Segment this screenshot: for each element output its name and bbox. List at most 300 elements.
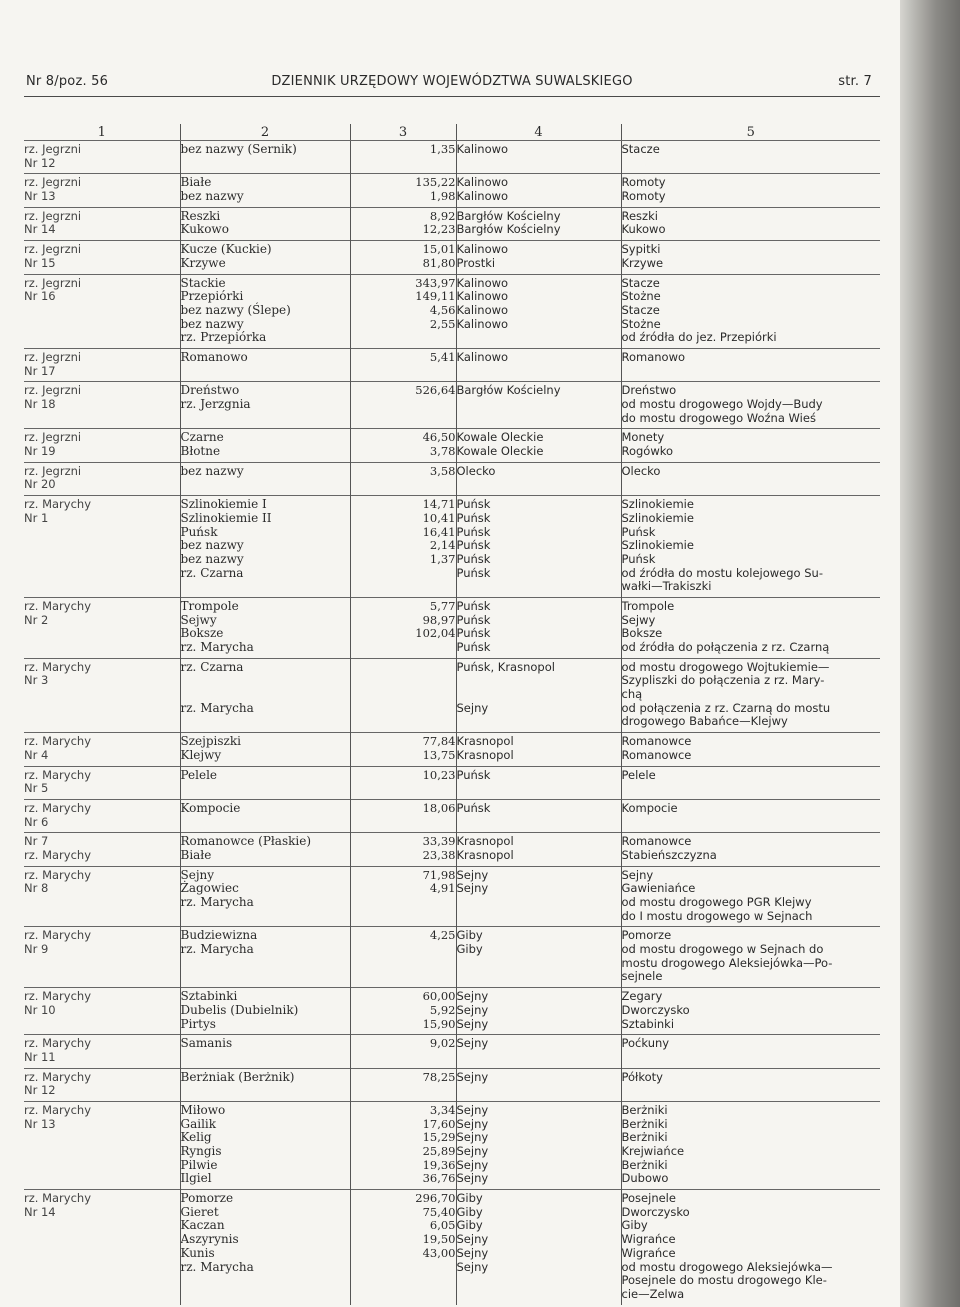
locality-line: Romanowce bbox=[621, 834, 692, 849]
page-header bbox=[26, 74, 878, 94]
locality-cell bbox=[621, 733, 880, 766]
area-value: 60,00 bbox=[422, 989, 456, 1004]
area-cell bbox=[350, 833, 456, 866]
locality-line: Dworczysko bbox=[621, 1002, 690, 1017]
locality-line: od źródła do mostu kolejowego Su- bbox=[621, 565, 823, 580]
locality-cell bbox=[621, 174, 880, 207]
municipality-name: Kalinowo bbox=[456, 189, 509, 204]
municipality-cell bbox=[456, 462, 621, 495]
municipality-name: Puńsk, Krasnopol bbox=[456, 659, 555, 674]
table-row bbox=[24, 658, 880, 732]
basin-line: Nr 19 bbox=[24, 444, 56, 459]
lake-name-cell bbox=[180, 207, 350, 240]
basin-line: Nr 4 bbox=[24, 747, 49, 762]
river-basin-cell bbox=[24, 274, 180, 348]
lake-name-cell bbox=[180, 927, 350, 988]
locality-line: Reszki bbox=[621, 208, 658, 223]
lake-name: Gailik bbox=[180, 1116, 217, 1131]
lake-name-cell bbox=[180, 429, 350, 462]
locality-line: Romanowo bbox=[621, 349, 686, 364]
basin-line: Nr 17 bbox=[24, 363, 56, 378]
basin-line: rz. Jegrzni bbox=[24, 275, 82, 290]
locality-line: Posejnele bbox=[621, 1191, 676, 1206]
basin-line: Nr 7 bbox=[24, 834, 49, 849]
table-row bbox=[24, 207, 880, 240]
area-value: 18,06 bbox=[422, 800, 456, 815]
locality-line: sejnele bbox=[621, 969, 663, 984]
table-row bbox=[24, 274, 880, 348]
area-cell bbox=[350, 174, 456, 207]
river-basin-cell bbox=[24, 733, 180, 766]
municipality-name: Kalinowo bbox=[456, 275, 509, 290]
lake-name: Romanowo bbox=[180, 349, 248, 364]
area-value: 6,05 bbox=[429, 1218, 456, 1233]
area-cell bbox=[350, 429, 456, 462]
locality-line: Pelele bbox=[621, 767, 656, 782]
locality-cell bbox=[621, 496, 880, 598]
lake-name: rz. Marycha bbox=[180, 895, 254, 909]
lake-name: Dubelis (Dubielnik) bbox=[180, 1002, 299, 1017]
locality-line: Kompocie bbox=[621, 800, 678, 815]
table-row bbox=[24, 348, 880, 381]
basin-line: Nr 3 bbox=[24, 673, 49, 688]
municipality-name: Puńsk bbox=[456, 612, 491, 627]
lake-name: rz. Czarna bbox=[180, 565, 244, 580]
river-basin-cell bbox=[24, 1101, 180, 1189]
locality-line: Monety bbox=[621, 430, 665, 445]
area-value: 17,60 bbox=[422, 1116, 456, 1131]
area-cell bbox=[350, 733, 456, 766]
locality-line: Puńsk bbox=[621, 524, 656, 539]
basin-line: Nr 11 bbox=[24, 1049, 56, 1064]
municipality-cell bbox=[456, 927, 621, 988]
basin-line: Nr 14 bbox=[24, 222, 56, 237]
basin-line: rz. Marychy bbox=[24, 734, 91, 749]
lake-name-cell bbox=[180, 496, 350, 598]
municipality-name: Sejny bbox=[456, 1245, 489, 1260]
table-row bbox=[24, 1068, 880, 1101]
area-value: 15,01 bbox=[422, 242, 456, 257]
area-value: 4,56 bbox=[429, 302, 456, 317]
river-basin-cell bbox=[24, 496, 180, 598]
locality-line: Poćkuny bbox=[621, 1036, 670, 1051]
lake-name-cell bbox=[180, 597, 350, 658]
area-cell bbox=[350, 799, 456, 832]
municipality-name: Sejny bbox=[456, 1171, 489, 1186]
area-value: 1,35 bbox=[429, 142, 456, 156]
municipality-name: Kalinowo bbox=[456, 302, 509, 317]
municipality-name: Puńsk bbox=[456, 626, 491, 641]
lake-name: rz. Marycha bbox=[180, 640, 254, 654]
municipality-name bbox=[457, 674, 621, 688]
municipality-cell bbox=[456, 207, 621, 240]
lake-name: Białe bbox=[180, 847, 212, 862]
lake-name: Dreństwo bbox=[180, 383, 240, 398]
locality-cell bbox=[621, 927, 880, 988]
page-number: str. 7 bbox=[838, 74, 872, 89]
municipality-name: Giby bbox=[456, 928, 483, 943]
municipality-cell bbox=[456, 1101, 621, 1189]
column-header: 1 bbox=[24, 124, 180, 141]
lake-name: Samanis bbox=[180, 1036, 233, 1051]
area-value: 10,41 bbox=[422, 510, 456, 525]
area-cell bbox=[350, 597, 456, 658]
river-basin-cell bbox=[24, 766, 180, 799]
lake-name: Szlinokiemie II bbox=[180, 510, 272, 525]
municipality-cell bbox=[456, 658, 621, 732]
municipality-cell bbox=[456, 382, 621, 429]
area-value: 8,92 bbox=[429, 208, 456, 223]
area-cell bbox=[350, 927, 456, 988]
lake-name-cell bbox=[180, 1068, 350, 1101]
lake-name-cell bbox=[180, 1035, 350, 1068]
lake-name: Żagowiec bbox=[180, 881, 239, 896]
area-value: 16,41 bbox=[422, 524, 456, 539]
lake-name: bez nazwy (Sernik) bbox=[180, 142, 297, 156]
basin-line: rz. Jegrzni bbox=[24, 208, 82, 223]
locality-line: Dreństwo bbox=[621, 383, 677, 398]
basin-line: rz. Jegrzni bbox=[24, 175, 82, 190]
locality-cell bbox=[621, 866, 880, 927]
area-value: 15,29 bbox=[422, 1130, 456, 1145]
lake-name: rz. Marycha bbox=[180, 700, 254, 715]
lake-name: Krzywe bbox=[180, 255, 226, 270]
locality-line: Dubowo bbox=[621, 1171, 669, 1186]
locality-line: od źródła do jez. Przepiórki bbox=[621, 330, 777, 345]
area-cell bbox=[350, 1035, 456, 1068]
river-basin-cell bbox=[24, 1035, 180, 1068]
locality-line: cie—Zelwa bbox=[621, 1286, 685, 1301]
lake-name: Ryngis bbox=[180, 1144, 222, 1158]
municipality-name: Sejny bbox=[456, 1259, 489, 1274]
municipality-name: Kalinowo bbox=[456, 175, 509, 190]
journal-title: DZIENNIK URZĘDOWY WOJEWÓDZTWA SUWALSKIEGO bbox=[271, 74, 633, 89]
basin-line: Nr 12 bbox=[24, 155, 56, 170]
area-value: 5,77 bbox=[429, 598, 456, 613]
locality-line: Sztabinki bbox=[621, 1016, 675, 1031]
municipality-name: Sejny bbox=[456, 1144, 489, 1158]
area-value: 4,25 bbox=[429, 928, 456, 943]
basin-line: rz. Marychy bbox=[24, 989, 91, 1004]
municipality-name: Sejny bbox=[456, 867, 489, 882]
area-value: 135,22 bbox=[415, 175, 456, 190]
lake-name: Szlinokiemie I bbox=[180, 497, 267, 512]
municipality-name: Giby bbox=[456, 1218, 483, 1233]
lake-name: Sztabinki bbox=[180, 989, 238, 1004]
locality-line: Romoty bbox=[621, 175, 666, 190]
area-cell bbox=[350, 348, 456, 381]
locality-line: Stożne bbox=[621, 289, 661, 304]
locality-line: Krejwiańce bbox=[621, 1144, 685, 1158]
lake-name: Kukowo bbox=[180, 222, 229, 237]
lake-name: Szejpiszki bbox=[180, 734, 241, 749]
municipality-name: Sejny bbox=[456, 700, 489, 715]
municipality-name: Puńsk bbox=[456, 640, 491, 654]
lake-name: rz. Jerzgnia bbox=[180, 397, 251, 411]
lake-name: Gieret bbox=[180, 1204, 219, 1219]
area-cell bbox=[350, 241, 456, 274]
municipality-name: Giby bbox=[456, 1191, 483, 1206]
locality-line: Sypitki bbox=[621, 242, 661, 257]
locality-line: Szypliszki do połączenia z rz. Mary- bbox=[621, 673, 825, 688]
basin-line: rz. Jegrzni bbox=[24, 383, 82, 398]
locality-cell bbox=[621, 1035, 880, 1068]
municipality-cell bbox=[456, 141, 621, 174]
locality-cell bbox=[621, 766, 880, 799]
locality-cell bbox=[621, 348, 880, 381]
table-row bbox=[24, 462, 880, 495]
table-row bbox=[24, 988, 880, 1035]
area-cell bbox=[350, 207, 456, 240]
table-row bbox=[24, 799, 880, 832]
municipality-name: Sejny bbox=[456, 1232, 489, 1247]
locality-cell bbox=[621, 207, 880, 240]
basin-line: Nr 10 bbox=[24, 1002, 56, 1017]
lake-name: Stackie bbox=[180, 275, 226, 290]
municipality-name: Bargłów Kościelny bbox=[456, 208, 561, 223]
municipality-name: Bargłów Kościelny bbox=[456, 222, 561, 237]
table-row bbox=[24, 382, 880, 429]
locality-line: do I mostu drogowego w Sejnach bbox=[621, 908, 813, 923]
municipality-cell bbox=[456, 348, 621, 381]
lake-name: Pilwie bbox=[180, 1157, 218, 1172]
locality-line: od mostu drogowego w Sejnach do bbox=[621, 942, 824, 957]
municipality-name: Kalinowo bbox=[456, 289, 509, 304]
table-row bbox=[24, 1035, 880, 1068]
area-value: 296,70 bbox=[415, 1191, 456, 1206]
municipality-name bbox=[457, 688, 621, 702]
area-value: 5,92 bbox=[429, 1002, 456, 1017]
area-value: 4,91 bbox=[429, 881, 456, 896]
river-basin-cell bbox=[24, 799, 180, 832]
municipality-name: Puńsk bbox=[456, 497, 491, 512]
basin-line: rz. Jegrzni bbox=[24, 242, 82, 257]
area-cell bbox=[350, 1101, 456, 1189]
area-value: 98,97 bbox=[422, 612, 456, 627]
basin-line: Nr 20 bbox=[24, 477, 56, 492]
river-basin-cell bbox=[24, 429, 180, 462]
locality-cell bbox=[621, 1101, 880, 1189]
municipality-name: Krasnopol bbox=[456, 847, 514, 862]
locality-line: Dworczysko bbox=[621, 1204, 690, 1219]
river-basin-cell bbox=[24, 988, 180, 1035]
lake-name: bez nazwy bbox=[180, 463, 244, 478]
basin-line: Nr 2 bbox=[24, 612, 49, 627]
lake-name: Trompole bbox=[180, 598, 239, 613]
municipality-name: Kowale Oleckie bbox=[456, 430, 544, 445]
area-value: 75,40 bbox=[422, 1204, 456, 1219]
locality-line: Giby bbox=[621, 1218, 648, 1233]
scan-edge-shadow bbox=[900, 0, 960, 1307]
municipality-name: Kalinowo bbox=[456, 142, 509, 156]
locality-line: Puńsk bbox=[621, 551, 656, 566]
municipality-name: Krasnopol bbox=[456, 834, 514, 849]
river-basin-cell bbox=[24, 348, 180, 381]
municipality-cell bbox=[456, 274, 621, 348]
locality-line: Szlinokiemie bbox=[621, 510, 694, 525]
municipality-name: Giby bbox=[456, 1204, 483, 1219]
municipality-name: Puńsk bbox=[456, 800, 491, 815]
table-row bbox=[24, 429, 880, 462]
area-value: 3,78 bbox=[429, 444, 456, 459]
lake-name: Boksze bbox=[180, 626, 224, 641]
basin-line: Nr 1 bbox=[24, 510, 49, 525]
river-basin-cell bbox=[24, 174, 180, 207]
basin-line: rz. Marychy bbox=[24, 767, 91, 782]
table-row bbox=[24, 496, 880, 598]
lake-name-cell bbox=[180, 766, 350, 799]
municipality-name: Olecko bbox=[456, 463, 496, 478]
locality-line: od połączenia z rz. Czarną do mostu bbox=[621, 700, 831, 715]
area-cell bbox=[350, 382, 456, 429]
area-value: 43,00 bbox=[422, 1245, 456, 1260]
locality-line: Pomorze bbox=[621, 928, 672, 943]
municipality-name: Puńsk bbox=[456, 767, 491, 782]
locality-line: wałki—Trakiszki bbox=[621, 579, 712, 594]
river-basin-cell bbox=[24, 658, 180, 732]
municipality-name: Prostki bbox=[456, 255, 496, 270]
basin-line: Nr 18 bbox=[24, 397, 56, 411]
municipality-cell bbox=[456, 833, 621, 866]
area-value: 71,98 bbox=[422, 867, 456, 882]
table-row bbox=[24, 927, 880, 988]
river-basin-cell bbox=[24, 382, 180, 429]
municipality-name: Krasnopol bbox=[456, 747, 514, 762]
area-value: 102,04 bbox=[415, 626, 456, 641]
lake-name: bez nazwy bbox=[180, 316, 244, 331]
lake-name: Sejny bbox=[180, 867, 215, 882]
locality-line: Sejwy bbox=[621, 612, 656, 627]
basin-line: rz. Marychy bbox=[24, 847, 91, 862]
area-value: 343,97 bbox=[415, 275, 456, 290]
municipality-name: Sejny bbox=[456, 1036, 489, 1051]
lake-name: Przepiórki bbox=[180, 289, 244, 304]
lake-name: Pomorze bbox=[180, 1191, 234, 1206]
area-value: 3,58 bbox=[429, 463, 456, 478]
locality-line: Krzywe bbox=[621, 255, 664, 270]
basin-line: Nr 15 bbox=[24, 255, 56, 270]
lake-name-cell bbox=[180, 1190, 350, 1305]
table-header-row bbox=[24, 124, 880, 141]
locality-line: Romanowce bbox=[621, 747, 692, 762]
municipality-name: Kowale Oleckie bbox=[456, 444, 544, 459]
locality-cell bbox=[621, 274, 880, 348]
river-basin-cell bbox=[24, 597, 180, 658]
table-row bbox=[24, 833, 880, 866]
locality-line: Szlinokiemie bbox=[621, 497, 694, 512]
lake-name: Pelele bbox=[180, 767, 218, 782]
lake-name: Berżniak (Berżnik) bbox=[180, 1069, 295, 1084]
locality-line: Berżniki bbox=[621, 1102, 668, 1117]
locality-cell bbox=[621, 988, 880, 1035]
basin-line: Nr 16 bbox=[24, 289, 56, 304]
table-row bbox=[24, 597, 880, 658]
locality-line: Gawieniańce bbox=[621, 881, 696, 896]
locality-cell bbox=[621, 833, 880, 866]
municipality-cell bbox=[456, 241, 621, 274]
lake-name-cell bbox=[180, 274, 350, 348]
river-basin-cell bbox=[24, 833, 180, 866]
lake-name: Reszki bbox=[180, 208, 221, 223]
municipality-name: Sejny bbox=[456, 1016, 489, 1031]
table-row bbox=[24, 241, 880, 274]
locality-line: Półkoty bbox=[621, 1069, 663, 1084]
basin-line: rz. Marychy bbox=[24, 659, 91, 674]
locality-line: od mostu drogowego Wojdy—Budy bbox=[621, 397, 823, 411]
table-row bbox=[24, 766, 880, 799]
lake-name-cell bbox=[180, 174, 350, 207]
basin-line: rz. Marychy bbox=[24, 1069, 91, 1084]
municipality-cell bbox=[456, 1035, 621, 1068]
locality-line: Wigrańce bbox=[621, 1245, 676, 1260]
locality-line: mostu drogowego Aleksiejówka—Po- bbox=[621, 955, 833, 970]
municipality-name: Kalinowo bbox=[456, 242, 509, 257]
area-cell bbox=[350, 988, 456, 1035]
table-row bbox=[24, 1190, 880, 1305]
lake-name bbox=[181, 674, 350, 688]
locality-line: od mostu drogowego Aleksiejówka— bbox=[621, 1259, 833, 1274]
municipality-name: Puńsk bbox=[456, 598, 491, 613]
locality-cell bbox=[621, 1068, 880, 1101]
locality-line: Szlinokiemie bbox=[621, 538, 694, 553]
municipality-name: Giby bbox=[456, 942, 483, 957]
locality-cell bbox=[621, 382, 880, 429]
municipality-cell bbox=[456, 799, 621, 832]
column-header: 2 bbox=[180, 124, 350, 141]
basin-line: rz. Jegrzni bbox=[24, 430, 82, 445]
area-cell bbox=[350, 658, 456, 732]
locality-line: Stacze bbox=[621, 142, 660, 156]
area-value: 25,89 bbox=[422, 1144, 456, 1158]
lake-name-cell bbox=[180, 866, 350, 927]
locality-line: Olecko bbox=[621, 463, 661, 478]
river-basin-cell bbox=[24, 462, 180, 495]
lake-name-cell bbox=[180, 382, 350, 429]
locality-line: Berżniki bbox=[621, 1116, 668, 1131]
municipality-name: Sejny bbox=[456, 1102, 489, 1117]
area-cell bbox=[350, 274, 456, 348]
lake-name: Ilgiel bbox=[180, 1171, 212, 1186]
municipality-name: Sejny bbox=[456, 1002, 489, 1017]
municipality-cell bbox=[456, 988, 621, 1035]
area-value: 15,90 bbox=[422, 1016, 456, 1031]
area-cell bbox=[350, 766, 456, 799]
basin-line: Nr 12 bbox=[24, 1083, 56, 1098]
municipality-cell bbox=[456, 597, 621, 658]
lake-name-cell bbox=[180, 1101, 350, 1189]
area-value: 33,39 bbox=[422, 834, 456, 849]
municipality-cell bbox=[456, 174, 621, 207]
municipality-name: Kalinowo bbox=[456, 349, 509, 364]
municipality-name: Krasnopol bbox=[456, 734, 514, 749]
municipality-cell bbox=[456, 766, 621, 799]
lake-name-cell bbox=[180, 462, 350, 495]
lake-name-cell bbox=[180, 988, 350, 1035]
lake-name-cell bbox=[180, 658, 350, 732]
locality-line: Posejnele do mostu drogowego Kle- bbox=[621, 1273, 827, 1288]
lake-name-cell bbox=[180, 733, 350, 766]
municipality-cell bbox=[456, 429, 621, 462]
municipality-cell bbox=[456, 1190, 621, 1305]
river-basin-cell bbox=[24, 141, 180, 174]
table-row bbox=[24, 1101, 880, 1189]
area-value: 78,25 bbox=[422, 1069, 456, 1084]
area-value: 77,84 bbox=[422, 734, 456, 749]
locality-cell bbox=[621, 462, 880, 495]
lake-name: Białe bbox=[180, 175, 212, 190]
municipality-cell bbox=[456, 866, 621, 927]
lake-name: Klejwy bbox=[180, 747, 222, 762]
